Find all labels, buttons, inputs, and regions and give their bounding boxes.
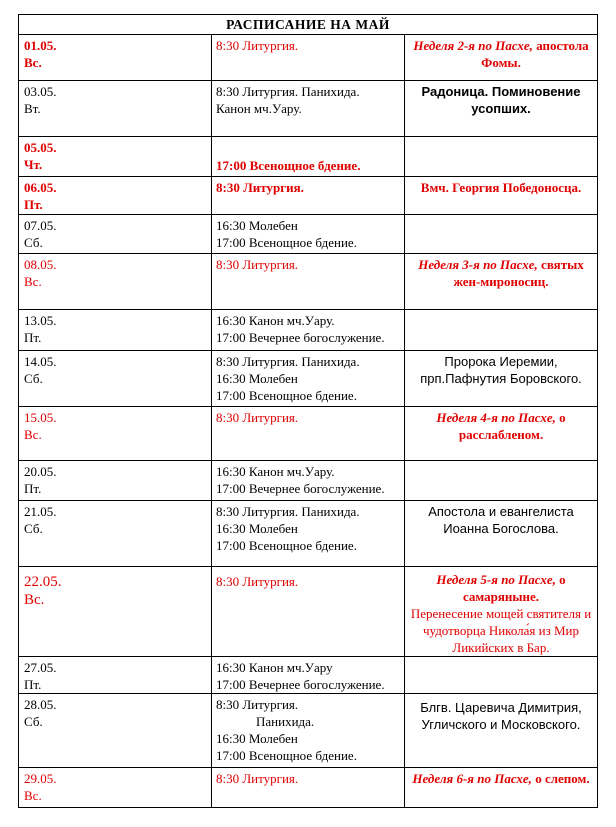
feast-cell (405, 310, 598, 351)
date-cell (19, 254, 212, 310)
feast-rest: о расслабленом. (458, 410, 566, 442)
feast-cell (405, 351, 598, 407)
date: 15.05. (24, 410, 57, 425)
services-cell (212, 768, 405, 808)
services-cell (212, 310, 405, 351)
date-cell (19, 657, 212, 694)
table-row (19, 657, 598, 694)
weekday: Пт. (24, 330, 42, 345)
table-row (19, 215, 598, 254)
service-line: 8:30 Литургия. Панихида. (216, 84, 360, 99)
date-cell (19, 81, 212, 137)
date-cell (19, 351, 212, 407)
services-cell (212, 407, 405, 461)
service-line: 8:30 Литургия. (216, 574, 299, 589)
service-line: 16:30 Канон мч.Уару. (216, 464, 335, 479)
feast-cell (405, 657, 598, 694)
feast-cell (405, 768, 598, 808)
table-row (19, 81, 598, 137)
service-line: 8:30 Литургия. Панихида. (216, 504, 360, 519)
date-cell (19, 177, 212, 215)
weekday: Сб. (24, 235, 43, 250)
service-line: 16:30 Канон мч.Уару (216, 660, 333, 675)
feast-cell (405, 137, 598, 177)
table-row (19, 407, 598, 461)
date: 01.05. (24, 38, 57, 53)
feast-cell (405, 81, 598, 137)
service-line: 17:00 Всенощное бдение. (216, 748, 357, 763)
feast-lead: Неделя 5-я по Пасхе, (436, 572, 556, 587)
date-cell (19, 35, 212, 81)
feast-lead: Неделя 2-я по Пасхе, (413, 38, 533, 53)
service-line: 8:30 Литургия. (216, 38, 299, 53)
weekday: Вс. (24, 427, 42, 442)
weekday: Сб. (24, 521, 43, 536)
date: 13.05. (24, 313, 57, 328)
service-line: 8:30 Литургия. (216, 410, 299, 425)
feast-cell (405, 177, 598, 215)
services-cell (212, 461, 405, 501)
weekday: Пт. (24, 481, 42, 496)
feast-lead: Неделя 3-я по Пасхе, (418, 257, 538, 272)
feast-rest: апостола Фомы. (481, 38, 589, 70)
services-cell (212, 501, 405, 567)
services-cell (212, 254, 405, 310)
table-row (19, 137, 598, 177)
service-line: 17:00 Всенощное бдение. (216, 235, 357, 250)
feast-lead: Неделя 6-я по Пасхе, (412, 771, 532, 786)
weekday: Чт. (24, 157, 43, 172)
service-line: 8:30 Литургия. (216, 697, 299, 712)
weekday: Вс. (24, 592, 45, 608)
feast-cell (405, 694, 598, 768)
services-cell (212, 351, 405, 407)
weekday: Пт. (24, 197, 43, 212)
table-row (19, 694, 598, 768)
service-line: 8:30 Литургия. (216, 180, 304, 195)
date: 22.05. (24, 574, 62, 590)
date: 28.05. (24, 697, 57, 712)
service-line: Панихида. (256, 714, 315, 729)
services-cell (212, 567, 405, 657)
feast-cell (405, 461, 598, 501)
feast-rest: о самаряныне. (462, 572, 566, 604)
date: 14.05. (24, 354, 57, 369)
feast-cell (405, 35, 598, 81)
feast-text: Вмч. Георгия Победоносца. (420, 180, 582, 195)
table-row (19, 254, 598, 310)
date-cell (19, 215, 212, 254)
date-cell (19, 407, 212, 461)
table-row (19, 351, 598, 407)
date: 21.05. (24, 504, 57, 519)
services-cell (212, 81, 405, 137)
schedule-table (18, 14, 598, 808)
feast-text: Радоница. Поминовение усопших. (421, 84, 581, 116)
feast-cell (405, 407, 598, 461)
table-row (19, 177, 598, 215)
service-line: 16:30 Канон мч.Уару. (216, 313, 335, 328)
feast-rest: о слепом. (531, 771, 590, 786)
feast-text: Блгв. Царевича Димитрия, Угличского и Московского. (420, 700, 582, 732)
service-line: 17:00 Всенощное бдение. (216, 538, 357, 553)
date-cell (19, 567, 212, 657)
schedule-title: РАСПИСАНИЕ НА МАЙ (19, 15, 598, 35)
feast-cell (405, 501, 598, 567)
feast-text: Апостола и евангелиста Иоанна Богослова. (428, 504, 574, 536)
table-row (19, 35, 598, 81)
weekday: Пт. (24, 677, 42, 692)
service-line: 17:00 Всенощное бдение. (216, 158, 361, 173)
service-line: 16:30 Молебен (216, 218, 298, 233)
feast-cell (405, 215, 598, 254)
date-cell (19, 768, 212, 808)
service-line: 17:00 Вечернее богослужение. (216, 481, 385, 496)
date: 08.05. (24, 257, 57, 272)
date-cell (19, 461, 212, 501)
date-cell (19, 694, 212, 768)
table-row (19, 501, 598, 567)
services-cell (212, 35, 405, 81)
services-cell (212, 657, 405, 694)
date: 27.05. (24, 660, 57, 675)
table-row (19, 567, 598, 657)
date: 20.05. (24, 464, 57, 479)
services-cell (212, 137, 405, 177)
feast-text: Пророка Иеремии, прп.Пафнутия Боровского. (420, 354, 582, 386)
feast-cell (405, 567, 598, 657)
date: 03.05. (24, 84, 57, 99)
service-line: 8:30 Литургия. Панихида. (216, 354, 360, 369)
service-line: 8:30 Литургия. (216, 771, 299, 786)
date: 07.05. (24, 218, 57, 233)
date-cell (19, 501, 212, 567)
date-cell (19, 137, 212, 177)
service-line: 17:00 Вечернее богослужение. (216, 330, 385, 345)
weekday: Сб. (24, 714, 43, 729)
table-row (19, 768, 598, 808)
date: 06.05. (24, 180, 57, 195)
feast-extra: Перенесение мощей святителя и чудотворца Никола́я из Мир Ликийских в Бар. (410, 606, 592, 655)
weekday: Вс. (24, 55, 42, 70)
date-cell (19, 310, 212, 351)
service-line: Канон мч.Уару. (216, 101, 302, 116)
services-cell (212, 177, 405, 215)
weekday: Сб. (24, 371, 43, 386)
date: 05.05. (24, 140, 57, 155)
service-line: 17:00 Вечернее богослужение. (216, 677, 385, 692)
service-line: 16:30 Молебен (216, 371, 298, 386)
service-line: 8:30 Литургия. (216, 257, 299, 272)
title-row (19, 15, 598, 35)
weekday: Вс. (24, 788, 42, 803)
weekday: Вс. (24, 274, 42, 289)
feast-rest: святых жен-мироносиц. (453, 257, 584, 289)
feast-cell (405, 254, 598, 310)
table-row (19, 461, 598, 501)
date: 29.05. (24, 771, 57, 786)
service-line: 16:30 Молебен (216, 731, 298, 746)
table-row (19, 310, 598, 351)
services-cell (212, 694, 405, 768)
feast-lead: Неделя 4-я по Пасхе, (436, 410, 556, 425)
services-cell (212, 215, 405, 254)
service-line: 17:00 Всенощное бдение. (216, 388, 357, 403)
weekday: Вт. (24, 101, 41, 116)
service-line: 16:30 Молебен (216, 521, 298, 536)
